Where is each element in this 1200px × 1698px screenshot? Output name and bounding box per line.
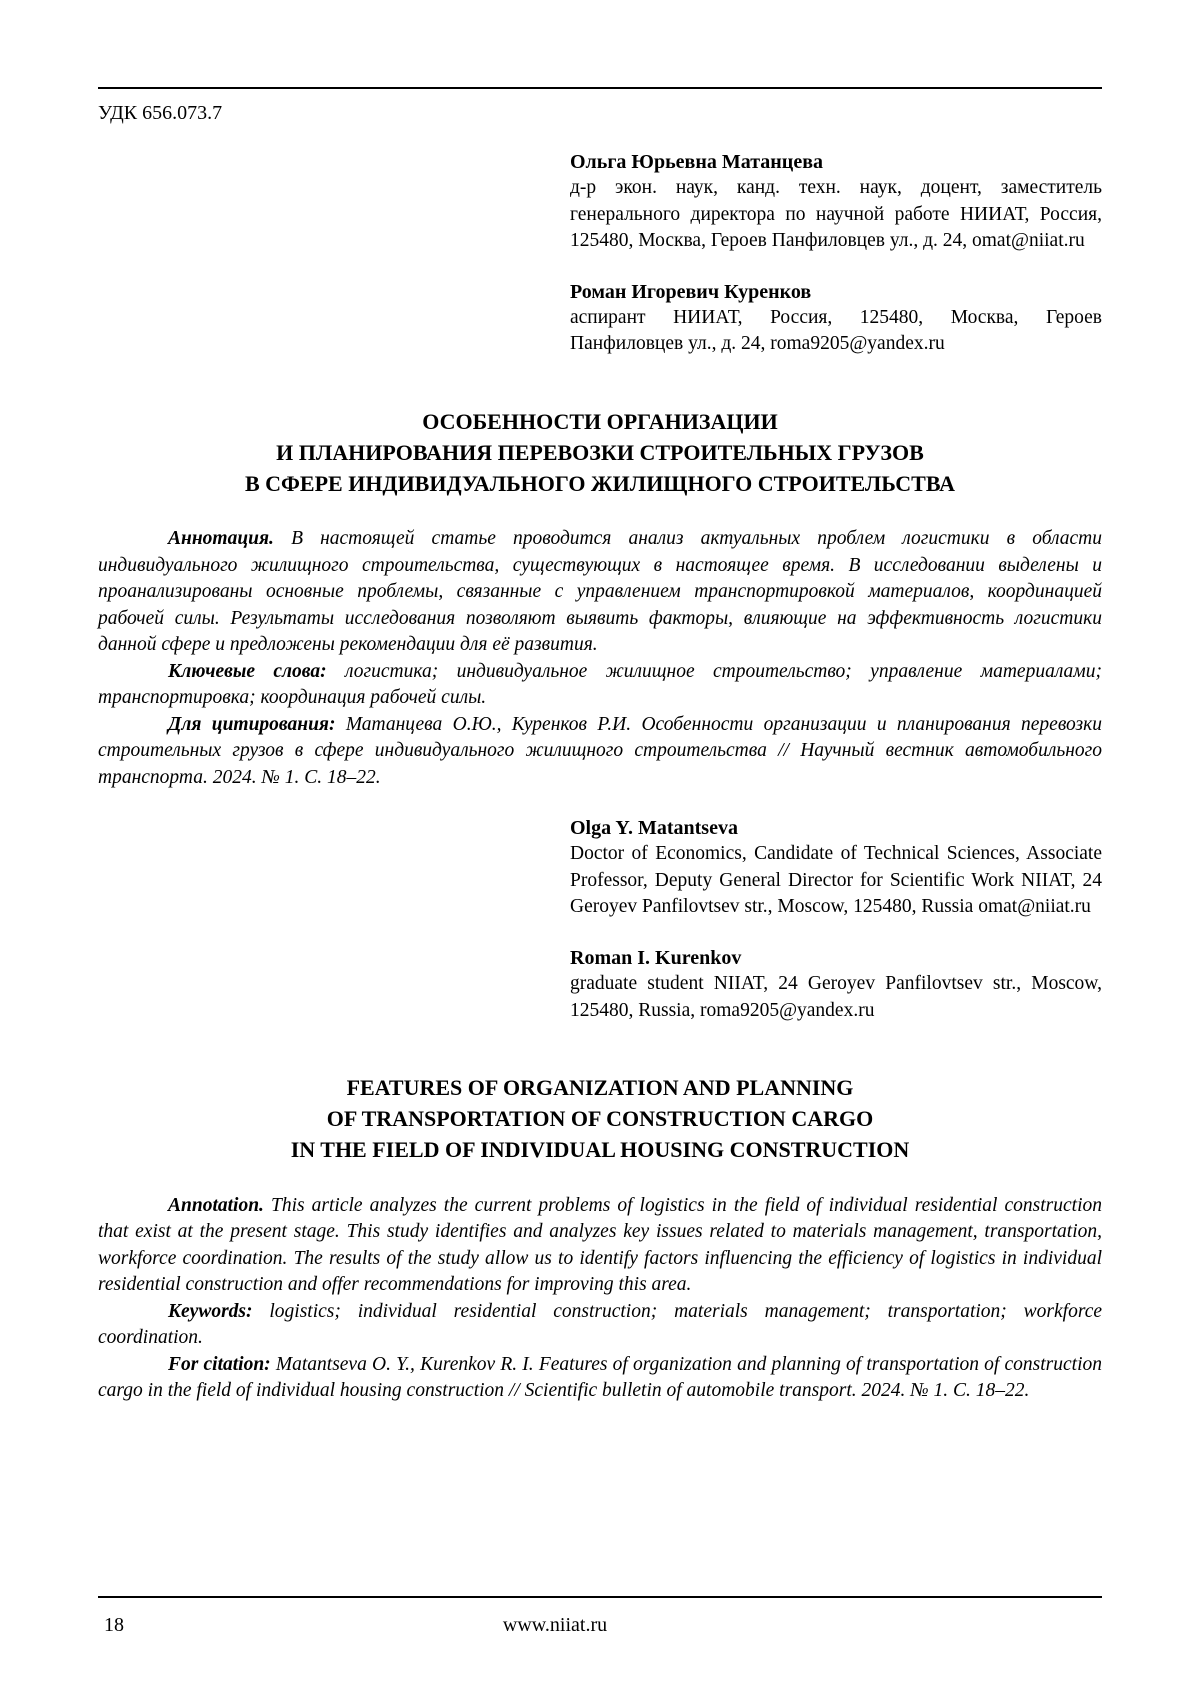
keywords-en-label: Keywords:: [168, 1300, 253, 1322]
author-en-1-affiliation: Doctor of Economics, Candidate of Technical Sciences, Associate Professor, Deputy General Director for Scientific Work NIIAT, 24 Geroyev Panfilovtsev str., Moscow, 125480, Russia omat@niiat.ru: [570, 843, 1102, 918]
article-title-en-line3: IN THE FIELD OF INDIVIDUAL HOUSING CONSTRUCTION: [290, 1137, 910, 1163]
footer: [98, 1614, 1102, 1642]
annotation-ru-text: В настоящей статье проводится анализ актуальных проблем логистики в области индивидуального жилищного строительства, существующих в настоящее время. В исследовании выделены и проанализированы основные проблемы, связанные с управлением транспортировкой материалов, координацией рабочей силы. Результаты исследования позволяют выявить факторы, влияющие на эффективность логистики данной сфере и предложены рекомендации для её развития.: [98, 528, 1103, 656]
annotation-en-text: This article analyzes the current problems of logistics in the field of individual residential construction that exist at the present stage. This study identifies and analyzes key issues related to materials management, transportation, workforce coordination. The results of the study allow us to identify factors influencing the efficiency of logistics in individual residential construction and offer recommendations for improving this area.: [98, 1194, 1103, 1296]
authors-en-block: [570, 815, 1102, 1024]
citation-en-label: For citation:: [168, 1353, 271, 1375]
article-title-en-line1: FEATURES OF ORGANIZATION AND PLANNING: [346, 1075, 854, 1101]
authors-ru-block: [570, 149, 1102, 358]
annotation-ru: [98, 526, 1102, 659]
author-ru-2-affiliation: аспирант НИИАТ, Россия, 125480, Москва, Героев Панфиловцев ул., д. 24, roma9205@yandex.ru: [570, 306, 1102, 355]
keywords-ru-label: Ключевые слова:: [168, 660, 327, 682]
citation-en: [98, 1352, 1102, 1405]
annotation-en-label: Annotation.: [168, 1194, 264, 1216]
udk-code: УДК 656.073.7: [98, 102, 223, 124]
author-ru-1-name: Ольга Юрьевна Матанцева: [570, 151, 824, 173]
journal-website: www.niiat.ru: [502, 1614, 608, 1636]
citation-ru-label: Для цитирования:: [168, 713, 336, 735]
annotation-en: [98, 1193, 1102, 1299]
author-ru-2-name: Роман Игоревич Куренков: [570, 280, 812, 303]
article-title-ru-line1: ОСОБЕННОСТИ ОРГАНИЗАЦИИ: [422, 408, 778, 434]
bottom-rule: [98, 1596, 1102, 1598]
article-title-en-line2: OF TRANSPORTATION OF CONSTRUCTION CARGO: [326, 1106, 874, 1132]
article-title-ru-line3: В СФЕРЕ ИНДИВИДУАЛЬНОГО ЖИЛИЩНОГО СТРОИТЕЛЬСТВА: [244, 471, 956, 497]
article-title-ru: [98, 406, 1102, 500]
author-en-2-name: Roman I. Kurenkov: [570, 946, 742, 969]
abstract-en-block: [98, 1193, 1102, 1405]
abstract-ru-block: [98, 526, 1102, 791]
citation-ru: [98, 712, 1102, 792]
keywords-ru: [98, 659, 1102, 712]
author-ru-1-affiliation: д-р экон. наук, канд. техн. наук, доцент, заместитель генерального директора по научной работе НИИАТ, Россия, 125480, Москва, Героев Панфиловцев ул., д. 24, omat@niiat.ru: [570, 177, 1102, 252]
article-title-en: [98, 1072, 1102, 1166]
article-title-ru-line2: И ПЛАНИРОВАНИЯ ПЕРЕВОЗКИ СТРОИТЕЛЬНЫХ ГРУЗОВ: [276, 439, 924, 465]
author-en-2-affiliation: graduate student NIIAT, 24 Geroyev Panfilovtsev str., Moscow, 125480, Russia, roma9205@yandex.ru: [570, 972, 1102, 1021]
annotation-ru-label: Аннотация.: [168, 528, 274, 550]
page-number: 18: [104, 1614, 124, 1636]
keywords-en-text: logistics; individual residential construction; materials management; transportation; workforce coordination.: [98, 1300, 1102, 1349]
keywords-en: [98, 1299, 1102, 1352]
citation-ru-text: Матанцева О.Ю., Куренков Р.И. Особенности организации и планирования перевозки строительных грузов в сфере индивидуального жилищного строительства // Научный вестник автомобильного транспорта. 2024. № 1. С. 18–22.: [98, 713, 1103, 788]
top-rule: [98, 87, 1102, 89]
citation-en-text: Matantseva O. Y., Kurenkov R. I. Features of organization and planning of transportation of construction cargo in the field of individual housing construction // Scientific bulletin of automobile transport. 2024. № 1. С. 18–22.: [98, 1353, 1103, 1402]
keywords-ru-text: логистика; индивидуальное жилищное строительство; управление материалами; транспортировка; координация рабочей силы.: [98, 660, 1102, 709]
author-en-1-name: Olga Y. Matantseva: [570, 817, 738, 840]
